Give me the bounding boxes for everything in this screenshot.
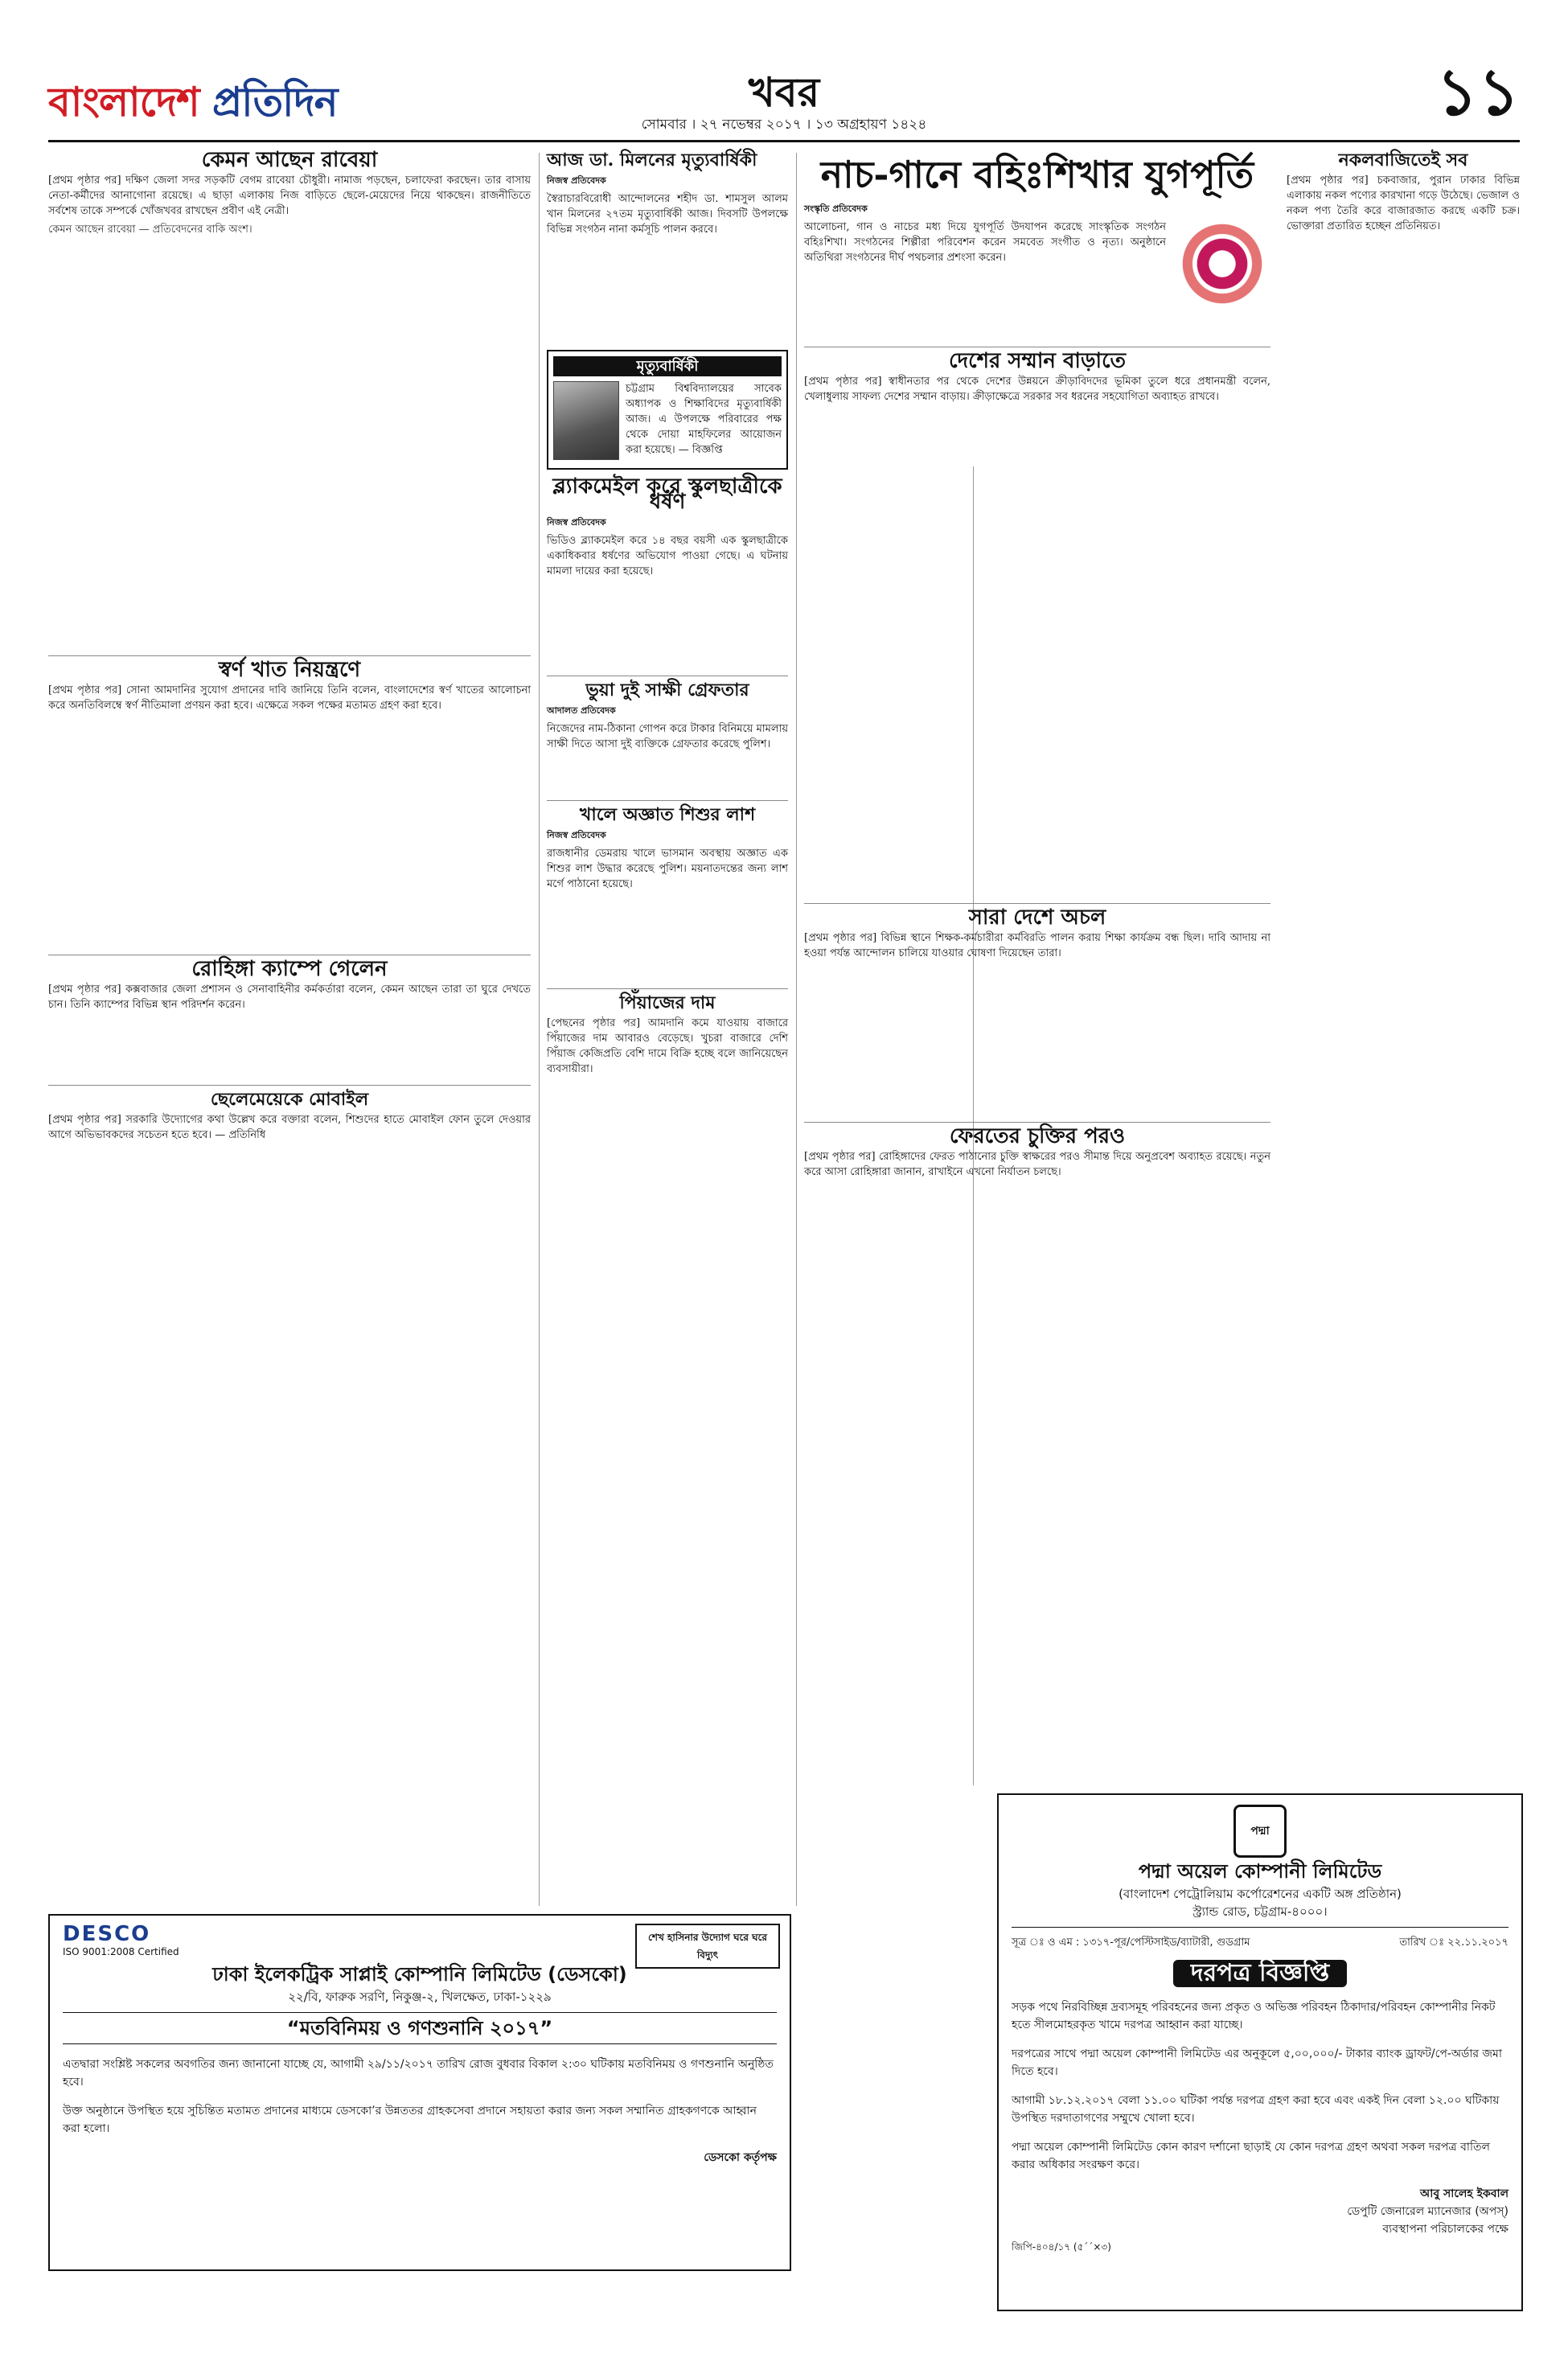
story-rohingya-camp xyxy=(48,955,531,1012)
ad-address: স্ট্র্যান্ড রোড, চট্টগ্রাম-৪০০০। xyxy=(1192,1904,1328,1919)
byline: আদালত প্রতিবেদক xyxy=(547,705,616,716)
signature-title: ডেপুটি জেনারেল ম্যানেজার (অপস্‌) xyxy=(1347,2205,1508,2218)
ad-signature: ডেসকো কর্তৃপক্ষ xyxy=(704,2151,777,2164)
story-headline: সারা দেশে অচল xyxy=(968,906,1106,930)
story-rabeya xyxy=(48,148,531,237)
story-headline: ব্ল্যাকমেইল করে স্কুলছাত্রীকে ধর্ষণ xyxy=(552,474,782,514)
divider xyxy=(1012,1927,1508,1928)
ad-address: ২২/বি, ফারুক সরণি, নিকুঞ্জ-২, খিলক্ষেত, ঢাকা-১২২৯ xyxy=(288,1990,552,2004)
newspaper-logo: বাংলাদেশ প্রতিদিন xyxy=(48,79,338,125)
ad-title: পদ্মা অয়েল কোম্পানী লিমিটেড xyxy=(1138,1860,1382,1883)
story-onion xyxy=(547,988,788,1077)
story-body: [প্রথম পৃষ্ঠার পর] চকবাজার, পুরান ঢাকার বিভিন্ন এলাকায় নকল পণ্যের কারখানা গড়ে উঠেছে। ভেজাল ও নকল পণ্য তৈরি করে বাজারজাত করছে একটি চক্র। ভোক্তারা প্রতারিত হচ্ছেন প্রতিনিয়ত। xyxy=(1287,175,1520,232)
story-headline: ভুয়া দুই সাক্ষী গ্রেফতার xyxy=(585,680,749,700)
portrait-photo xyxy=(553,381,619,460)
story-body: [প্রথম পৃষ্ঠার পর] দক্ষিণ জেলা সদর সড়কটি বেগম রাবেয়া চৌধুরী। নামাজ পড়ছেন, চলাফেরা করছেন। তার বাসায় নেতা-কর্মীদের আনাগোনা রয়েছে। এ ছাড়া এলাকায় নিজ বাড়িতে ছেলে-মেয়েদের নিয়ে থাকছেন। রাজনীতিতে সর্বশেষ তাকে সম্পর্কে খোঁজখবর রাখছেন প্রবীণ এই নেত্রী। xyxy=(48,175,531,217)
story-body: আলোচনা, গান ও নাচের মধ্য দিয়ে যুগপূর্তি উদযাপন করেছে সাংস্কৃতিক সংগঠন বহিঃশিখা। সংগঠনের শিল্পীরা পরিবেশন করেন সমবেত সংগীত ও নৃত্য। অনুষ্ঠানে অতিথিরা সংগঠনের দীর্ঘ পথচলার প্রশংসা করেন। xyxy=(804,221,1166,264)
reference-number: সূত্র ঃ ও এম : ১৩১৭-পূর/পেস্টিসাইড/ব্যাটারী, গুডগ্রাম xyxy=(1012,1937,1250,1949)
divider xyxy=(63,2012,777,2013)
tender-banner: দরপত্র বিজ্ঞপ্তি xyxy=(1173,1960,1347,1987)
story-blackmail xyxy=(547,474,788,579)
column-divider xyxy=(796,153,797,1906)
story-child-body xyxy=(547,800,788,892)
obituary-box xyxy=(547,350,788,470)
ad-body: এতদ্বারা সংশ্লিষ্ট সকলের অবগতির জন্য জানানো যাচ্ছে যে, আগামী ২৯/১১/২০১৭ তারিখ রোজ বুধবার বিকাল ২:৩০ ঘটিকায় মতবিনিময় ও গণশুনানি অনুষ্ঠিত হবে। xyxy=(63,2058,774,2089)
page-number: ১১ xyxy=(1436,54,1520,129)
column-far-right xyxy=(1287,150,1520,248)
story-gold xyxy=(48,655,531,713)
iso-label: ISO 9001:2008 Certified xyxy=(63,1946,179,1957)
story-headline: খালে অজ্ঞাত শিশুর লাশ xyxy=(579,804,756,825)
byline: সংস্কৃতি প্রতিবেদক xyxy=(804,203,868,214)
obituary-title: মৃত্যুবার্ষিকী xyxy=(553,356,782,376)
story-counterfeit xyxy=(1287,150,1520,234)
lead-headline: নাচ-গানে বহিঃশিখার যুগপূর্তি xyxy=(820,153,1254,196)
story-country-honor xyxy=(804,347,1270,405)
byline: নিজস্ব প্রতিবেদক xyxy=(547,175,606,186)
story-body: স্বৈরাচারবিরোধী আন্দোলনের শহীদ ডা. শামসুল আলম খান মিলনের ২৭তম মৃত্যুবার্ষিকী আজ। দিবসটি উপলক্ষে বিভিন্ন সংগঠন নানা কর্মসূচি পালন করবে। xyxy=(547,193,788,236)
story-headline: আজ ডা. মিলনের মৃত্যুবার্ষিকী xyxy=(547,150,757,170)
story-headline: পিঁয়াজের দাম xyxy=(619,992,716,1013)
story-body: [পেছনের পৃষ্ঠার পর] আমদানি কমে যাওয়ায় বাজারে পিঁয়াজের দাম আবারও বেড়েছে। খুচরা বাজারে দেশি পিঁয়াজ কেজিপ্রতি বেশি দামে বিক্রি হচ্ছে বলে জানিয়েছেন ব্যবসায়ীরা। xyxy=(547,1017,788,1075)
ad-body: আগামী ১৮.১২.২০১৭ বেলা ১১.০০ ঘটিকা পর্যন্ত দরপত্র গ্রহণ করা হবে এবং একই দিন বেলা ১২.০০ ঘটিকায় উপস্থিত দরদাতাগণের সম্মুখে খোলা হবে। xyxy=(1012,2094,1500,2125)
story-body: [প্রথম পৃষ্ঠার পর] বিভিন্ন স্থানে শিক্ষক-কর্মচারীরা কর্মবিরতি পালন করায় শিক্ষা কার্যক্রম বন্ধ ছিল। দাবি আদায় না হওয়া পর্যন্ত আন্দোলন চালিয়ে যাওয়ার ঘোষণা দিয়েছেন তারা। xyxy=(804,932,1270,959)
desco-advertisement xyxy=(48,1914,791,2271)
padma-oil-advertisement xyxy=(997,1793,1523,2311)
campaign-badge: শেখ হাসিনার উদ্যোগ ঘরে ঘরে বিদ্যুৎ xyxy=(635,1924,780,1969)
story-body: ভিডিও ব্ল্যাকমেইল করে ১৪ বছর বয়সী এক স্কুলছাত্রীকে একাধিকবার ধর্ষণের অভিযোগ পাওয়া গেছে। এ ঘটনায় মামলা দায়ের করা হয়েছে। xyxy=(547,535,788,577)
masthead xyxy=(48,54,1520,142)
column-middle xyxy=(547,150,788,1091)
story-milon xyxy=(547,150,788,237)
story-headline: দেশের সম্মান বাড়াতে xyxy=(948,349,1127,373)
signature-name: আবু সালেহ ইকবাল xyxy=(1420,2187,1508,2200)
section-title: খবর xyxy=(748,68,820,116)
notice-date: তারিখ ঃ ২২.১১.২০১৭ xyxy=(1399,1937,1508,1949)
column-right-main xyxy=(804,153,1270,1194)
padma-logo: পদ্মা xyxy=(1233,1805,1287,1858)
ad-note: উক্ত অনুষ্ঠানে উপস্থিত হয়ে সুচিন্তিত মতামত প্রদানের মাধ্যমে ডেসকো’র উন্নততর গ্রাহকসেবা প্রদানে সহায়তা করার জন্য সকল সম্মানিত গ্রাহকগণকে আহ্বান করা হলো। xyxy=(63,2105,757,2135)
story-headline: কেমন আছেন রাবেয়া xyxy=(201,148,378,172)
story-headline: স্বর্ণ খাত নিয়ন্ত্রণে xyxy=(218,658,361,682)
ad-title: ঢাকা ইলেকট্রিক সাপ্লাই কোম্পানি লিমিটেড (ডেসকো) xyxy=(212,1963,627,1986)
story-bohishikha xyxy=(804,153,1270,314)
story-body: নিজেদের নাম-ঠিকানা গোপন করে টাকার বিনিময়ে মামলায় সাক্ষী দিতে আসা দুই ব্যক্তিকে গ্রেফতার করেছে পুলিশ। xyxy=(547,723,788,750)
ad-body: সড়ক পথে নিরবিচ্ছিন্ন দ্রব্যসমূহ পরিবহনের জন্য প্রকৃত ও অভিজ্ঞ পরিবহন ঠিকাদার/পরিবহন কোম্পানীর নিকট হতে সীলমোহরকৃত খামে দরপত্র আহ্বান করা যাচ্ছে। xyxy=(1012,2001,1496,2031)
signature-org: ব্যবস্থাপনা পরিচালকের পক্ষে xyxy=(1382,2223,1508,2236)
byline: নিজস্ব প্রতিবেদক xyxy=(547,830,606,840)
story-fake-witness xyxy=(547,676,788,752)
story-body: [প্রথম পৃষ্ঠার পর] স্বাধীনতার পর থেকে দেশের উন্নয়নে ক্রীড়াবিদদের ভূমিকা তুলে ধরে প্রধানমন্ত্রী বলেন, খেলাধুলায় সাফল্য দেশের সম্মান বাড়ায়। ক্রীড়াক্ষেত্রে সরকার সব ধরনের সহযোগিতা অব্যাহত রাখবে। xyxy=(804,376,1270,403)
organization-logo xyxy=(1174,220,1270,308)
story-headline: ফেরতের চুক্তির পরও xyxy=(949,1124,1126,1148)
ad-body: দরপত্রের সাথে পদ্মা অয়েল কোম্পানী লিমিটেড এর অনুকূলে ৫,০০,০০০/- টাকার ব্যাংক ড্রাফট/পে-অর্ডার জমা দিতে হবে। xyxy=(1012,2047,1502,2078)
column-divider xyxy=(539,153,540,1906)
ad-reference: জিপি-৪০৪/১৭ (৫´´×৩) xyxy=(1012,2241,1111,2253)
story-return-deal xyxy=(804,1122,1270,1180)
story-body: [প্রথম পৃষ্ঠার পর] রোহিঙ্গাদের ফেরত পাঠানোর চুক্তি স্বাক্ষরের পরও সীমান্ত দিয়ে অনুপ্রবেশ অব্যাহত রয়েছে। নতুন করে আসা রোহিঙ্গারা জানান, রাখাইনে এখনো নির্যাতন চলছে। xyxy=(804,1151,1270,1178)
obituary-body: চট্টগ্রাম বিশ্ববিদ্যালয়ের সাবেক অধ্যাপক ও শিক্ষাবিদের মৃত্যুবার্ষিকী আজ। এ উপলক্ষে পরিবারের পক্ষ থেকে দোয়া মাহফিলের আয়োজন করা হয়েছে। — বিজ্ঞপ্তি xyxy=(626,383,782,456)
ad-subtitle: (বাংলাদেশ পেট্রোলিয়াম কর্পোরেশনের একটি অঙ্গ প্রতিষ্ঠান) xyxy=(1119,1887,1402,1901)
byline: নিজস্ব প্রতিবেদক xyxy=(547,517,606,528)
dateline: সোমবার । ২৭ নভেম্বর ২০১৭ । ১৩ অগ্রহায়ণ ১৪২৪ xyxy=(641,117,927,133)
story-body: রাজধানীর ডেমরায় খালে ভাসমান অবস্থায় অজ্ঞাত এক শিশুর লাশ উদ্ধার করেছে পুলিশ। ময়নাতদন্তের জন্য লাশ মর্গে পাঠানো হয়েছে। xyxy=(547,848,788,890)
story-headline: নকলবাজিতেই সব xyxy=(1338,150,1468,170)
story-standstill xyxy=(804,903,1270,961)
story-mobile xyxy=(48,1085,531,1143)
ad-body: পদ্মা অয়েল কোম্পানী লিমিটেড কোন কারণ দর্শানো ছাড়াই যে কোন দরপত্র গ্রহণ অথবা সকল দরপত্র বাতিল করার অধিকার সংরক্ষণ করে। xyxy=(1012,2141,1490,2171)
divider xyxy=(63,2043,777,2044)
story-headline: রোহিঙ্গা ক্যাম্পে গেলেন xyxy=(191,957,388,981)
story-body: [প্রথম পৃষ্ঠার পর] সরকারি উদ্যোগের কথা উল্লেখ করে বক্তারা বলেন, শিশুদের হাতে মোবাইল ফোন তুলে দেওয়ার আগে অভিভাবকদের সচেতন হতে হবে। — প্রতিনিধি xyxy=(48,1114,531,1141)
ad-headline: “মতবিনিময় ও গণশুনানি ২০১৭” xyxy=(286,2017,553,2039)
desco-logo: DESCO xyxy=(63,1922,151,1946)
column-left xyxy=(48,148,531,1157)
story-headline: ছেলেমেয়েকে মোবাইল xyxy=(210,1089,369,1110)
story-body: [প্রথম পৃষ্ঠার পর] কক্সবাজার জেলা প্রশাসন ও সেনাবাহিনীর কর্মকর্তারা বলেন, কেমন আছেন তারা তা ঘুরে দেখতে চান। তিনি ক্যাম্পের বিভিন্ন স্থান পরিদর্শন করেন। xyxy=(48,984,531,1011)
story-body: [প্রথম পৃষ্ঠার পর] সোনা আমদানির সুযোগ প্রদানের দাবি জানিয়ে তিনি বলেন, বাংলাদেশের স্বর্ণ খাতের আলোচনা করে অনতিবিলম্বে স্বর্ণ নীতিমালা প্রণয়ন করা হবে। এক্ষেত্রে সকল পক্ষের মতামত গ্রহণ করা হবে। xyxy=(48,684,531,712)
story-body: কেমন আছেন রাবেয়া — প্রতিবেদনের বাকি অংশ। xyxy=(48,224,252,236)
